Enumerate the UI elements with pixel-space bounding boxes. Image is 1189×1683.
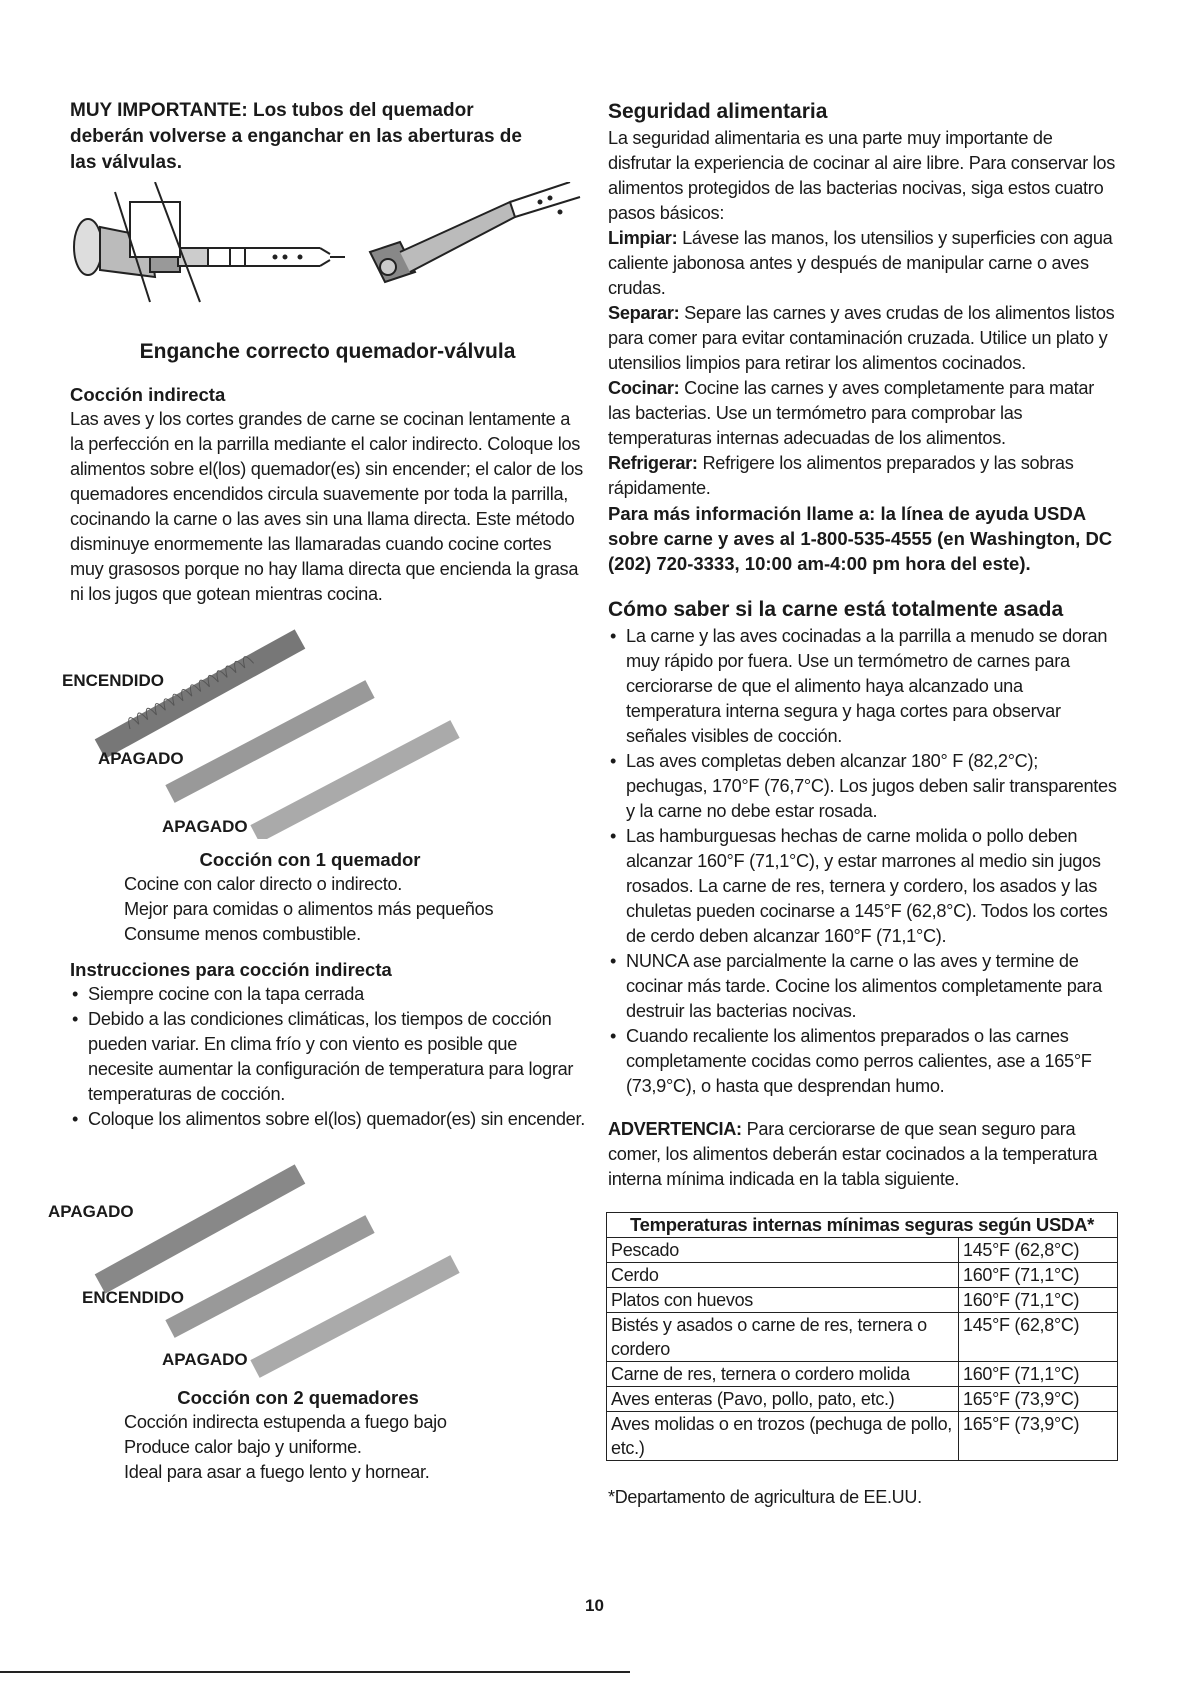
step-text: Lávese las manos, los utensilios y superficies con agua caliente jabonosa antes y después de manipular carne o aves crudas.: [608, 228, 1113, 298]
list-item: • NUNCA ase parcialmente la carne o las aves y termine de cocinar más tarde. Cocine los alimentos completamente para destruir las bacterias nocivas.: [608, 949, 1118, 1024]
two-burner-line: Cocción indirecta estupenda a fuego bajo: [124, 1412, 447, 1432]
burner-label-on: ENCENDIDO: [82, 1288, 185, 1307]
list-item: • Las aves completas deben alcanzar 180° F (82,2°C); pechugas, 170°F (76,7°C). Los jugos deben salir transparentes y la carne no debe estar rosada.: [608, 749, 1118, 824]
left-column: [48, 98, 585, 1485]
burner-label-off-1: APAGADO: [48, 1202, 134, 1221]
table-header-row: [607, 1213, 1118, 1238]
right-column: [608, 98, 1118, 1508]
temp-cell: 160°F (71,1°C): [959, 1288, 1118, 1313]
list-item: • Las hamburguesas hechas de carne molida o pollo deben alcanzar 160°F (71,1°C), y estar marrones al medio sin jugos rosados. La carne de res, ternera y cordero, los asados y las chuletas pueden cocinarse a 145°F (62,8°C). Todos los cortes de cerdo deben alcanzar 160°F (71,1°C).: [608, 824, 1118, 949]
indirect-title: Cocción indirecta: [70, 384, 226, 405]
burners-illustration-1: [70, 619, 585, 839]
warning-label: ADVERTENCIA:: [608, 1119, 742, 1139]
burner-valve-illustration: [70, 182, 585, 332]
table-row: [607, 1238, 1118, 1263]
temp-cell: 165°F (73,9°C): [959, 1387, 1118, 1412]
food-cell: Bistés y asados o carne de res, ternera o cordero: [607, 1313, 959, 1362]
list-item: • La carne y las aves cocinadas a la parrilla a menudo se doran muy rápido por fuera. Use un termómetro de carnes para cerciorarse de que el alimento haya alcanzado una temperatura interna segura y haga cortes para observar señales visibles de cocción.: [608, 624, 1118, 749]
step-text: Cocine las carnes y aves completamente para matar las bacterias. Use un termómetro para comprobar las temperaturas internas adecuadas de los alimentos.: [608, 378, 1095, 448]
step-label: Cocinar:: [608, 378, 680, 398]
usda-hotline: Para más información llame a: la línea de ayuda USDA sobre carne y aves al 1-800-535-4555 (en Washington, DC (202) 720-3333, 10:00 am-4:00 pm hora del este).: [608, 503, 1113, 574]
burner-valve-figure: [70, 182, 585, 332]
step-clean: [608, 226, 1118, 301]
figure1-caption: Enganche correcto quemador-válvula: [139, 340, 516, 363]
two-burner-title: Cocción con 2 quemadores: [177, 1387, 419, 1408]
burner-label-on: ENCENDIDO: [62, 671, 165, 690]
table-row: [607, 1362, 1118, 1387]
food-cell: Aves enteras (Pavo, pollo, pato, etc.): [607, 1387, 959, 1412]
list-item: • Coloque los alimentos sobre el(los) quemador(es) sin encender.: [70, 1107, 585, 1132]
food-cell: Platos con huevos: [607, 1288, 959, 1313]
step-refrigerate: [608, 451, 1118, 501]
burner-label-off-2: APAGADO: [162, 1350, 248, 1369]
table-row: [607, 1288, 1118, 1313]
page-number: 10: [585, 1596, 604, 1615]
two-burner-line: Ideal para asar a fuego lento y hornear.: [124, 1462, 430, 1482]
doneness-list: [608, 624, 1118, 1099]
step-text: Separe las carnes y aves crudas de los alimentos listos para comer para evitar contaminación cruzada. Utilice un plato y utensilios limpios para retirar los alimentos cocinados.: [608, 303, 1115, 373]
food-cell: Cerdo: [607, 1263, 959, 1288]
temp-cell: 145°F (62,8°C): [959, 1313, 1118, 1362]
one-burner-line: Mejor para comidas o alimentos más pequeños: [124, 899, 494, 919]
burner-label-off-1: APAGADO: [98, 749, 184, 768]
footnote: *Departamento de agricultura de EE.UU.: [608, 1487, 922, 1507]
one-burner-line: Consume menos combustible.: [124, 924, 361, 944]
step-label: Separar:: [608, 303, 680, 323]
list-item: • Debido a las condiciones climáticas, los tiempos de cocción pueden variar. En clima frío y con viento es posible que necesite aumentar la configuración de temperatura para lograr temperaturas de cocción.: [70, 1007, 585, 1107]
two-burner-line: Produce calor bajo y uniforme.: [124, 1437, 362, 1457]
temp-cell: 165°F (73,9°C): [959, 1412, 1118, 1461]
food-cell: Pescado: [607, 1238, 959, 1263]
bottom-rule: [0, 1671, 630, 1673]
burner-label-off-2: APAGADO: [162, 817, 248, 836]
table-row: [607, 1263, 1118, 1288]
burners-illustration-2: [70, 1154, 585, 1379]
temp-cell: 160°F (71,1°C): [959, 1362, 1118, 1387]
step-label: Limpiar:: [608, 228, 678, 248]
instructions-title: Instrucciones para cocción indirecta: [70, 959, 392, 980]
step-text: Refrigere los alimentos preparados y las sobras rápidamente.: [608, 453, 1074, 498]
food-cell: Carne de res, ternera o cordero molida: [607, 1362, 959, 1387]
warning-paragraph: [608, 1117, 1118, 1192]
instructions-list: [70, 982, 585, 1132]
two-burner-figure: [48, 1154, 585, 1379]
list-item: • Cuando recaliente los alimentos preparados o las carnes completamente cocidas como perros calientes, ase a 165°F (73,9°C), o hasta que desprendan humo.: [608, 1024, 1118, 1099]
one-burner-figure: [62, 619, 585, 839]
safety-intro: La seguridad alimentaria es una parte muy importante de disfrutar la experiencia de cocinar al aire libre. Para conservar los alimentos protegidos de las bacterias nocivas, siga estos cuatro pasos básicos:: [608, 128, 1115, 223]
temp-cell: 145°F (62,8°C): [959, 1238, 1118, 1263]
one-burner-line: Cocine con calor directo o indirecto.: [124, 874, 403, 894]
step-separate: [608, 301, 1118, 376]
step-label: Refrigerar:: [608, 453, 698, 473]
table-header: Temperaturas internas mínimas seguras según USDA*: [607, 1213, 1118, 1238]
warning-text: Para cerciorarse de que sean seguro para comer, los alimentos deberán estar cocinados a la temperatura interna mínima indicada en la tabla siguiente.: [608, 1119, 1098, 1189]
table-row: [607, 1387, 1118, 1412]
table-row: [607, 1412, 1118, 1461]
indirect-text: Las aves y los cortes grandes de carne se cocinan lentamente a la perfección en la parrilla mediante el calor indirecto. Coloque los alimentos sobre el(los) quemador(es) sin encender; el calor de los quemadores encendidos circula suavemente por toda la parrilla, cocinando la carne o las aves sin una llama directa. Este método disminuye enormemente las llamaradas cuando cocine cortes muy grasosos porque no hay llama directa que encienda la grasa ni los jugos que gotean mientras cocina.: [70, 409, 583, 604]
food-cell: Aves molidas o en trozos (pechuga de pollo, etc.): [607, 1412, 959, 1461]
temp-cell: 160°F (71,1°C): [959, 1263, 1118, 1288]
table-row: [607, 1313, 1118, 1362]
doneness-title: Cómo saber si la carne está totalmente asada: [608, 598, 1064, 621]
valve-warning: MUY IMPORTANTE: Los tubos del quemador deberán volverse a enganchar en las aberturas de las válvulas.: [70, 100, 522, 173]
one-burner-title: Cocción con 1 quemador: [199, 849, 421, 870]
safety-title: Seguridad alimentaria: [608, 100, 828, 123]
list-item: • Siempre cocine con la tapa cerrada: [70, 982, 585, 1007]
step-cook: [608, 376, 1118, 451]
temperature-table: [606, 1212, 1118, 1461]
